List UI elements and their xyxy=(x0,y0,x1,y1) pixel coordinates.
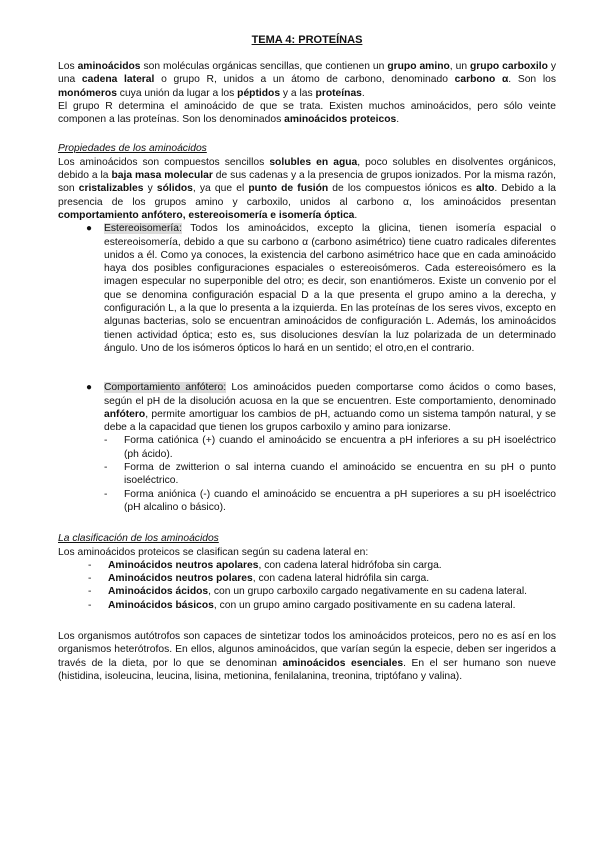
bold-text-run: Aminoácidos ácidos xyxy=(108,586,209,598)
classification-item-text xyxy=(108,599,556,612)
stereoisomerism-label: Estereoisomería: xyxy=(104,223,182,235)
amphoteric-paragraph xyxy=(104,381,556,434)
text-run: . xyxy=(396,114,400,126)
dash-marker: - xyxy=(88,586,92,598)
text-run: Todos los aminoácidos, excepto la glicina, tienen isomería espacial o estereoisomería, debido a que su carbono α (carbono asimétrico) tiene cuatro radicales diferentes unidos a él. Como ya conoces, la existencia del carbono asimétrico hace que en cada aminoácido haya dos posibles configuraciones espaciales o estereoisómeros. Cada estereoisómero es la imagen especular no superponible del otro; es decir, son enantiómeros. Existe un convenio por el que se denomina configuración espacial D a la que presenta el grupo amino a la derecha, y configuración L, a la que lo presenta a la izquierda. En las proteínas de los seres vivos, excepto en algunas bacterias, solo se encuentran aminoácidos de configuración L. Además, los aminoácidos tienen actividad óptica; esto es, sus disoluciones desvían la luz polarizada de un determinado ángulo. Uno de los isómeros ópticos lo hará en un sentido; el otro,en el contrario. xyxy=(104,223,556,354)
bold-text-run: punto de fusión xyxy=(248,183,329,195)
bold-text-run: péptidos xyxy=(237,87,281,99)
text-run: , con cadena lateral hidrófoba sin carga. xyxy=(258,559,442,571)
classification-item-text xyxy=(108,572,556,585)
properties-heading: Propiedades de los aminoácidos xyxy=(58,143,207,155)
text-run: , con un grupo amino cargado positivamente en su cadena lateral. xyxy=(213,599,516,611)
stereoisomerism-paragraph xyxy=(104,222,556,355)
bold-text-run: anfótero xyxy=(104,408,146,420)
bold-text-run: alto xyxy=(476,183,495,195)
bold-text-run: aminoácidos esenciales xyxy=(282,657,404,669)
bullet-amphoteric xyxy=(86,381,556,434)
classification-item-basic xyxy=(88,599,556,612)
bold-text-run: solubles en agua xyxy=(269,156,358,168)
stereoisomerism-text xyxy=(104,223,556,354)
text-run: . En el ser humano son nueve (histidina, isoleucina, leucina, lisina, metionina, fenilalanina, treonina, triptófano y valina). xyxy=(58,657,556,682)
text-run: , con un grupo carboxilo cargado negativamente en su cadena lateral. xyxy=(208,586,527,598)
text-run: de los compuestos iónicos es xyxy=(328,183,477,195)
text-run: . xyxy=(354,209,358,221)
bold-text-run: Aminoácidos neutros polares xyxy=(108,573,253,585)
bold-text-run: cadena lateral xyxy=(81,74,155,86)
text-run: cuya unión da lugar a los xyxy=(116,87,238,99)
classification-item-text xyxy=(108,559,556,572)
dash-marker: - xyxy=(88,573,92,585)
text-run: y una xyxy=(58,61,557,86)
bold-text-run: baja masa molecular xyxy=(111,170,213,182)
text-run: son moléculas orgánicas sencillas, que contienen un xyxy=(140,61,388,72)
sub-item-zwitterion xyxy=(104,461,556,488)
bold-text-run: cristalizables xyxy=(78,183,144,195)
text-run: . xyxy=(361,87,365,99)
bullet-dot-icon: ● xyxy=(86,382,93,394)
text-run: y a las xyxy=(280,87,316,99)
text-run: Los organismos autótrofos son capaces de sintetizar todos los aminoácidos proteicos, pero no es así en los organismos heterótrofos. En ellos, algunos aminoácidos, que varían según la especie, deben ser ingeridos a través de la dieta, por lo que se denominan xyxy=(58,630,556,669)
text-run: o grupo R, unidos a un átomo de carbono, denominado xyxy=(154,74,455,86)
bold-text-run: proteínas xyxy=(315,87,362,99)
classification-item-acidic xyxy=(88,585,556,598)
dash-marker: - xyxy=(88,599,92,611)
dash-marker: - xyxy=(104,462,108,474)
dash-marker: - xyxy=(104,488,108,500)
text-run: El grupo R determina el aminoácido de que se trata. Existen muchos aminoácidos, pero sólo veinte componen a las proteínas. Son los denominados xyxy=(58,100,556,126)
classification-item-text xyxy=(108,585,556,598)
text-run: , poco solubles en disolventes orgánicos, debido a la xyxy=(58,156,556,182)
sub-item-text: Forma catiónica (+) cuando el aminoácido se encuentra a pH inferiores a su pH isoeléctrico (ph ácido). xyxy=(124,435,556,460)
amphoteric-label: Comportamiento anfótero: xyxy=(104,382,227,394)
text-run: Los xyxy=(58,61,78,72)
bold-text-run: aminoácidos xyxy=(77,61,141,72)
bold-text-run: Aminoácidos básicos xyxy=(108,599,214,611)
document-title: TEMA 4: PROTEÍNAS xyxy=(251,34,363,46)
bullet-stereoisomerism xyxy=(86,222,556,355)
intro-paragraph-2 xyxy=(58,100,556,127)
bold-text-run: carbono α xyxy=(454,74,509,86)
bold-text-run: Aminoácidos neutros apolares xyxy=(108,559,259,571)
bold-text-run: grupo amino xyxy=(387,61,450,72)
classification-heading: La clasificación de los aminoácidos xyxy=(58,533,219,545)
bold-text-run: aminoácidos proteicos xyxy=(284,114,397,126)
classification-item-apolar xyxy=(88,559,556,572)
text-run: Los aminoácidos son compuestos sencillos xyxy=(58,156,270,168)
classification-item-polar xyxy=(88,572,556,585)
dash-marker: - xyxy=(104,435,108,447)
sub-item-text: Forma aniónica (-) cuando el aminoácido se encuentra a pH superiores a su pH isoeléctrico (pH alcalino o básico). xyxy=(124,488,556,513)
text-run: Los aminoácidos pueden comportarse como ácidos o como bases, según el pH de la disolución acuosa en la que se encuentren. Este comportamiento, denominado xyxy=(104,382,557,407)
closing-paragraph xyxy=(58,630,556,683)
properties-paragraph xyxy=(58,156,556,222)
text-run: y xyxy=(143,183,157,195)
bold-text-run: monómeros xyxy=(58,87,117,99)
text-run: , con cadena lateral hidrófila sin carga. xyxy=(252,573,430,585)
bold-text-run: grupo carboxilo xyxy=(470,61,548,72)
bullet-dot-icon: ● xyxy=(86,223,93,235)
bold-text-run: sólidos xyxy=(156,183,193,195)
text-run: de sus cadenas y a la presencia de grupos ionizados. Por la misma razón, son xyxy=(58,170,556,195)
intro-paragraph-1 xyxy=(58,60,556,100)
text-run: , ya que el xyxy=(192,183,249,195)
text-run: . Son los xyxy=(508,74,556,86)
bold-text-run: comportamiento anfótero, estereoisomería e isomería óptica xyxy=(58,209,355,221)
sub-item-anionic xyxy=(104,488,556,515)
text-run: , un xyxy=(449,61,470,72)
sub-item-cationic xyxy=(104,434,556,461)
dash-marker: - xyxy=(88,559,92,571)
text-run: . Debido a la presencia de los grupos amino y carboxilo, unidos al carbono α, los aminoácidos presentan xyxy=(58,183,556,208)
sub-item-text: Forma de zwitterion o sal interna cuando el aminoácido se encuentra en su pH o punto isoeléctrico. xyxy=(124,462,556,487)
text-run: , permite amortiguar los cambios de pH, actuando como un sistema tampón natural, y se debe a la capacidad que tienen los grupos carboxilo y amino para ionizarse. xyxy=(104,408,556,434)
classification-intro: Los aminoácidos proteicos se clasifican según su cadena lateral en: xyxy=(58,546,369,558)
